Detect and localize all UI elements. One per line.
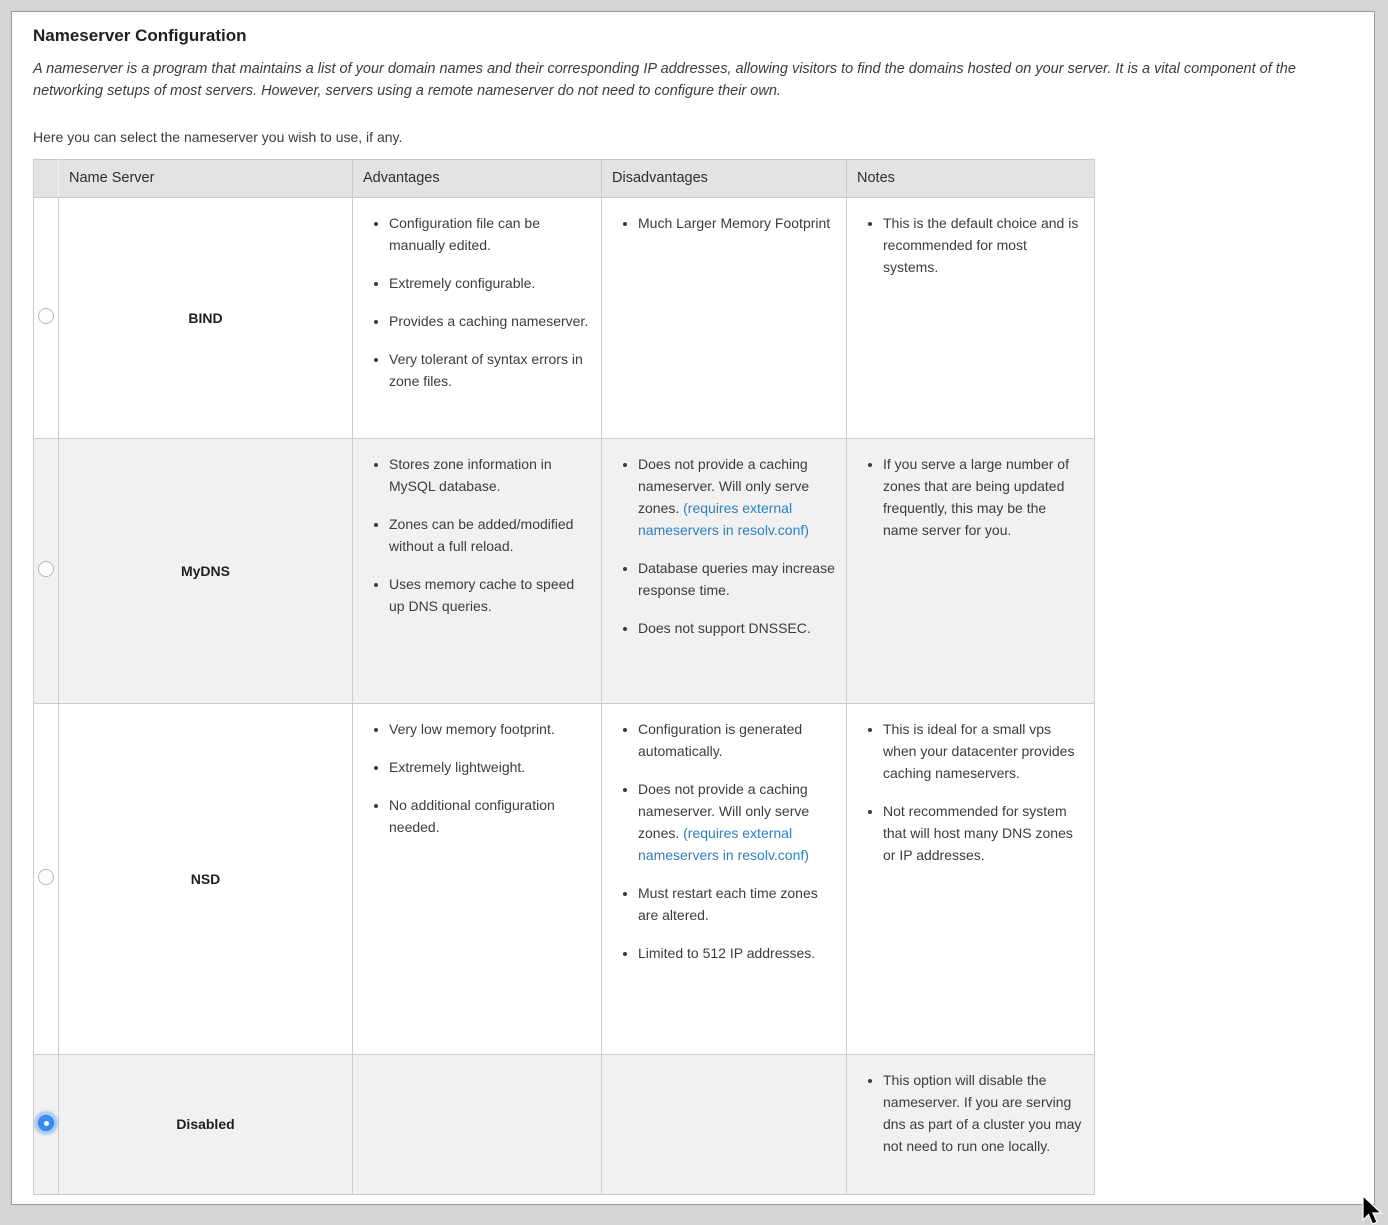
intro-paragraph: A nameserver is a program that maintains a list of your domain names and their corresponding IP addresses, allowing visitors to find the domains hosted on your server. It is a vital component of the networking setups of most servers. However, servers using a remote nameserver do not need to configure their own.	[33, 61, 1296, 100]
resolv-conf-link[interactable]: (requires external nameservers in resolv.conf)	[638, 824, 809, 863]
notes-list	[857, 212, 1084, 278]
notes-item: • This is ideal for a small vps when your datacenter provides caching nameservers.	[883, 718, 1084, 784]
table-row	[34, 438, 1095, 703]
disadvantages-cell	[602, 703, 847, 1054]
advantages-item: • Provides a caching nameserver.	[389, 310, 591, 332]
notes-list	[857, 453, 1084, 541]
advantages-list	[363, 718, 591, 838]
disadvantages-list	[612, 453, 836, 639]
disadvantages-item: • Limited to 512 IP addresses.	[638, 942, 836, 964]
disadvantages-item: • Much Larger Memory Footprint	[638, 212, 836, 234]
advantages-column-header: Advantages	[353, 159, 602, 197]
nameserver-name: NSD	[59, 703, 353, 1054]
name-server-column-header: Name Server	[59, 159, 353, 197]
notes-list	[857, 718, 1084, 866]
advantages-list	[363, 212, 591, 392]
disadvantages-cell	[602, 438, 847, 703]
advantages-item: • Zones can be added/modified without a full reload.	[389, 513, 591, 557]
radio-nsd[interactable]	[38, 869, 54, 885]
content-panel	[11, 11, 1375, 1205]
table-row	[34, 1054, 1095, 1194]
disadvantages-item: • Does not provide a caching nameserver. Will only serve zones. (requires external nameservers in resolv.conf)	[638, 778, 836, 866]
table-row	[34, 703, 1095, 1054]
disadvantages-cell	[602, 1054, 847, 1194]
advantages-item: • No additional configuration needed.	[389, 794, 591, 838]
advantages-item: • Uses memory cache to speed up DNS queries.	[389, 573, 591, 617]
nameserver-name: BIND	[59, 197, 353, 438]
radio-disabled[interactable]	[38, 1115, 54, 1131]
nameserver-name: MyDNS	[59, 438, 353, 703]
advantages-item: • Extremely configurable.	[389, 272, 591, 294]
disadvantages-list	[612, 718, 836, 964]
nameserver-name: Disabled	[59, 1054, 353, 1194]
advantages-cell	[353, 438, 602, 703]
disadvantages-item: • Must restart each time zones are altered.	[638, 882, 836, 926]
advantages-item: • Stores zone information in MySQL database.	[389, 453, 591, 497]
advantages-cell	[353, 197, 602, 438]
disadvantages-item: • Does not support DNSSEC.	[638, 617, 836, 639]
notes-column-header: Notes	[847, 159, 1095, 197]
notes-cell	[847, 197, 1095, 438]
notes-cell	[847, 703, 1095, 1054]
notes-item: • If you serve a large number of zones that are being updated frequently, this may be the name server for you.	[883, 453, 1084, 541]
nameserver-table	[33, 159, 1095, 1195]
advantages-item: • Configuration file can be manually edited.	[389, 212, 591, 256]
resolv-conf-link[interactable]: (requires external nameservers in resolv.conf)	[638, 499, 809, 538]
disadvantages-cell	[602, 197, 847, 438]
disadvantages-column-header: Disadvantages	[602, 159, 847, 197]
notes-item: • This is the default choice and is recommended for most systems.	[883, 212, 1084, 278]
table-header-row	[34, 159, 1095, 197]
notes-item: • This option will disable the nameserver. If you are serving dns as part of a cluster you may not need to run one locally.	[883, 1069, 1084, 1157]
advantages-cell	[353, 703, 602, 1054]
notes-item: • Not recommended for system that will host many DNS zones or IP addresses.	[883, 800, 1084, 866]
radio-bind[interactable]	[38, 308, 54, 324]
table-row	[34, 197, 1095, 438]
advantages-item: • Very low memory footprint.	[389, 718, 591, 740]
notes-list	[857, 1069, 1084, 1157]
advantages-item: • Extremely lightweight.	[389, 756, 591, 778]
advantages-item: • Very tolerant of syntax errors in zone files.	[389, 348, 591, 392]
advantages-cell	[353, 1054, 602, 1194]
disadvantages-list	[612, 212, 836, 234]
advantages-list	[363, 453, 591, 617]
nameserver-table-body	[34, 197, 1095, 1194]
instruction-text: Here you can select the nameserver you wish to use, if any.	[33, 128, 403, 145]
disadvantages-item: • Configuration is generated automatically.	[638, 718, 836, 762]
page-title: Nameserver Configuration	[33, 26, 247, 45]
notes-cell	[847, 438, 1095, 703]
disadvantages-item: • Does not provide a caching nameserver. Will only serve zones. (requires external nameservers in resolv.conf)	[638, 453, 836, 541]
notes-cell	[847, 1054, 1095, 1194]
radio-mydns[interactable]	[38, 561, 54, 577]
disadvantages-item: • Database queries may increase response time.	[638, 557, 836, 601]
radio-column-header	[34, 159, 59, 197]
